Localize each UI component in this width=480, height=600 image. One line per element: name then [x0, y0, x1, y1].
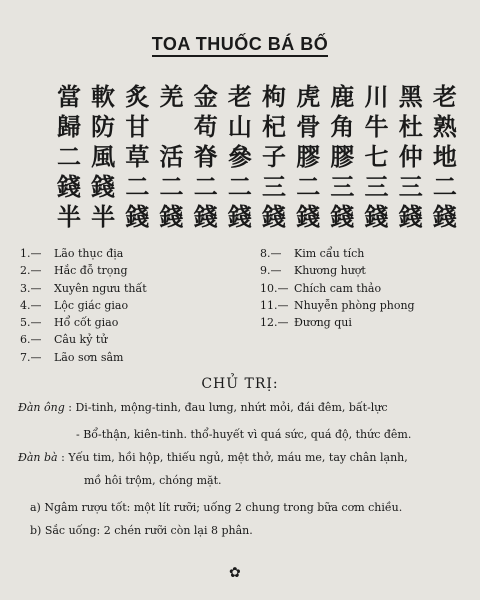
usage-a: a) Ngâm rượu tốt: một lít rưỡi; uống 2 chung trong bữa cơm chiều. — [30, 501, 403, 514]
chinese-character: 仲 — [398, 143, 423, 171]
chinese-character: 二 — [159, 173, 184, 201]
chinese-column — [257, 82, 291, 234]
chinese-character: 二 — [57, 143, 81, 171]
ingredient-item — [20, 262, 147, 279]
ingredient-item — [20, 349, 147, 366]
page-title: TOA THUỐC BÁ BỐ — [0, 34, 480, 55]
usage-b: b) Sắc uống: 2 chén rưỡi còn lại 8 phân. — [30, 524, 253, 537]
chinese-character: 脊 — [193, 143, 218, 171]
chinese-column — [52, 82, 86, 234]
ingredient-name: Khương hượt — [294, 264, 366, 278]
ingredient-item — [260, 314, 415, 331]
chinese-character: 防 — [91, 113, 116, 141]
ingredient-list — [20, 245, 460, 375]
chinese-character: 錢 — [296, 203, 321, 231]
ingredient-number: 11.— — [260, 298, 289, 312]
ingredient-number: 10.— — [260, 281, 289, 295]
chinese-character: 膠 — [296, 143, 321, 171]
chinese-character: 二 — [193, 173, 218, 201]
chinese-character: 甘 — [125, 113, 150, 141]
chinese-character: 二 — [227, 173, 252, 201]
ingredient-name: Xuyên ngưu thất — [54, 281, 147, 295]
chinese-character: 枸 — [262, 83, 287, 111]
chinese-character: 杞 — [262, 113, 287, 141]
ingredient-item — [20, 297, 147, 314]
chinese-character: 錢 — [91, 173, 116, 201]
chinese-character: 虎 — [296, 83, 321, 111]
ingredient-name: Lão sơn sâm — [54, 350, 124, 364]
chinese-character: 錢 — [364, 203, 389, 231]
ingredient-item — [260, 262, 415, 279]
chinese-character: 錢 — [57, 173, 81, 201]
chinese-character: 骨 — [296, 113, 321, 141]
ingredient-number: 1.— — [20, 247, 42, 260]
chinese-character: 金 — [193, 83, 218, 111]
ingredient-name: Hổ cốt giao — [54, 316, 119, 330]
chinese-character: 錢 — [125, 203, 150, 231]
ingredient-name: Nhuyễn phòng phong — [294, 298, 415, 312]
chinese-character: 半 — [57, 203, 81, 231]
chinese-character: 老 — [227, 83, 252, 111]
chinese-character: 杜 — [398, 113, 423, 141]
ingredient-name: Đương qui — [294, 316, 352, 330]
chinese-column — [360, 82, 394, 234]
dan-ong-label: Đàn ông — [18, 401, 65, 414]
dan-ong-line-1 — [18, 396, 388, 419]
chinese-ingredient-grid — [52, 82, 462, 234]
ingredient-number: 12.— — [260, 316, 289, 330]
chinese-character: 牛 — [364, 113, 389, 141]
chinese-character: 草 — [125, 143, 150, 171]
ingredient-item — [260, 297, 415, 314]
chinese-character: 山 — [227, 113, 252, 141]
chinese-character: 川 — [364, 83, 389, 111]
ingredient-name: Chích cam thảo — [294, 281, 382, 295]
ingredient-list-left — [20, 245, 147, 366]
chinese-character: 三 — [330, 173, 355, 201]
chinese-character: 錢 — [398, 203, 423, 231]
ingredient-list-right — [260, 245, 415, 331]
chinese-column — [223, 82, 257, 234]
ingredient-number: 8.— — [260, 247, 282, 260]
ingredient-item — [260, 280, 415, 297]
ingredient-name: Kim cẩu tích — [294, 247, 365, 260]
chinese-character: 炙 — [125, 83, 150, 111]
dan-ong-text-1: : Di-tinh, mộng-tinh, đau lưng, nhứt mỏi, đái đêm, bất-lực — [68, 401, 388, 414]
chinese-column — [325, 82, 359, 234]
chinese-character: 錢 — [330, 203, 355, 231]
ingredient-number: 9.— — [260, 264, 282, 278]
chinese-character: 二 — [125, 173, 150, 201]
ingredient-item — [20, 331, 147, 348]
dan-ba-text-1: : Yếu tim, hồi hộp, thiếu ngủ, mệt thở, máu me, tay chân lạnh, — [61, 451, 408, 464]
chinese-character: 二 — [296, 173, 321, 201]
chinese-character: 風 — [91, 143, 116, 171]
dan-ba-line-1 — [18, 446, 408, 469]
chinese-character: 錢 — [432, 203, 457, 231]
chinese-character: 苟 — [193, 113, 218, 141]
ingredient-name: Câu kỷ tử — [54, 333, 108, 347]
chinese-character: 七 — [364, 143, 389, 171]
ingredient-item — [20, 314, 147, 331]
chinese-character: 老 — [432, 83, 457, 111]
chinese-column — [189, 82, 223, 234]
chinese-column — [120, 82, 154, 234]
chinese-character: 錢 — [193, 203, 218, 231]
chinese-column — [428, 82, 462, 234]
chinese-character: 三 — [364, 173, 389, 201]
ingredient-item — [20, 280, 147, 297]
chinese-character: 三 — [262, 173, 287, 201]
chinese-column — [291, 82, 325, 234]
ingredient-item — [20, 245, 147, 262]
ingredient-number: 4.— — [20, 298, 42, 312]
ingredient-number: 2.— — [20, 264, 42, 278]
ingredient-number: 6.— — [20, 333, 42, 347]
chinese-character: 黑 — [398, 83, 423, 111]
chinese-character: 熟 — [432, 113, 457, 141]
chinese-column — [155, 82, 189, 234]
dan-ba-line-2: mồ hôi trộm, chóng mặt. — [84, 474, 222, 487]
chinese-character: 錢 — [262, 203, 287, 231]
chinese-character: 歸 — [57, 113, 81, 141]
ingredient-item — [260, 245, 415, 262]
chinese-column — [86, 82, 120, 234]
chu-tri-heading: CHỦ TRỊ: — [201, 376, 279, 392]
chinese-character: 鹿 — [330, 83, 355, 111]
ingredient-name: Lộc giác giao — [54, 298, 129, 312]
dan-ba-label: Đàn bà — [18, 451, 58, 464]
ingredient-number: 5.— — [20, 316, 42, 330]
chinese-character: 錢 — [159, 203, 184, 231]
chinese-character: 參 — [227, 143, 252, 171]
ingredient-name: Lão thục địa — [54, 247, 124, 260]
chinese-character: 半 — [91, 203, 116, 231]
chinese-character: 羌 — [159, 83, 184, 111]
chinese-character: 錢 — [227, 203, 252, 231]
ingredient-name: Hắc đỗ trọng — [54, 264, 128, 278]
chinese-character: 活 — [159, 143, 184, 171]
chinese-column — [394, 82, 428, 234]
ingredient-number: 3.— — [20, 281, 42, 295]
chinese-character: 地 — [432, 143, 457, 171]
chinese-character: 三 — [398, 173, 423, 201]
chinese-character: 二 — [432, 173, 457, 201]
chinese-character: 角 — [330, 113, 355, 141]
chinese-character: 子 — [262, 143, 287, 171]
chinese-character: 膠 — [330, 143, 355, 171]
ingredient-number: 7.— — [20, 350, 42, 364]
chinese-character: 軟 — [91, 83, 116, 111]
flower-ornament-icon: ✿ — [229, 565, 241, 581]
dan-ong-line-2: - Bổ-thận, kiên-tinh. thổ-huyết vì quá sức, quá độ, thức đêm. — [76, 428, 412, 441]
chinese-character: 當 — [57, 83, 81, 111]
